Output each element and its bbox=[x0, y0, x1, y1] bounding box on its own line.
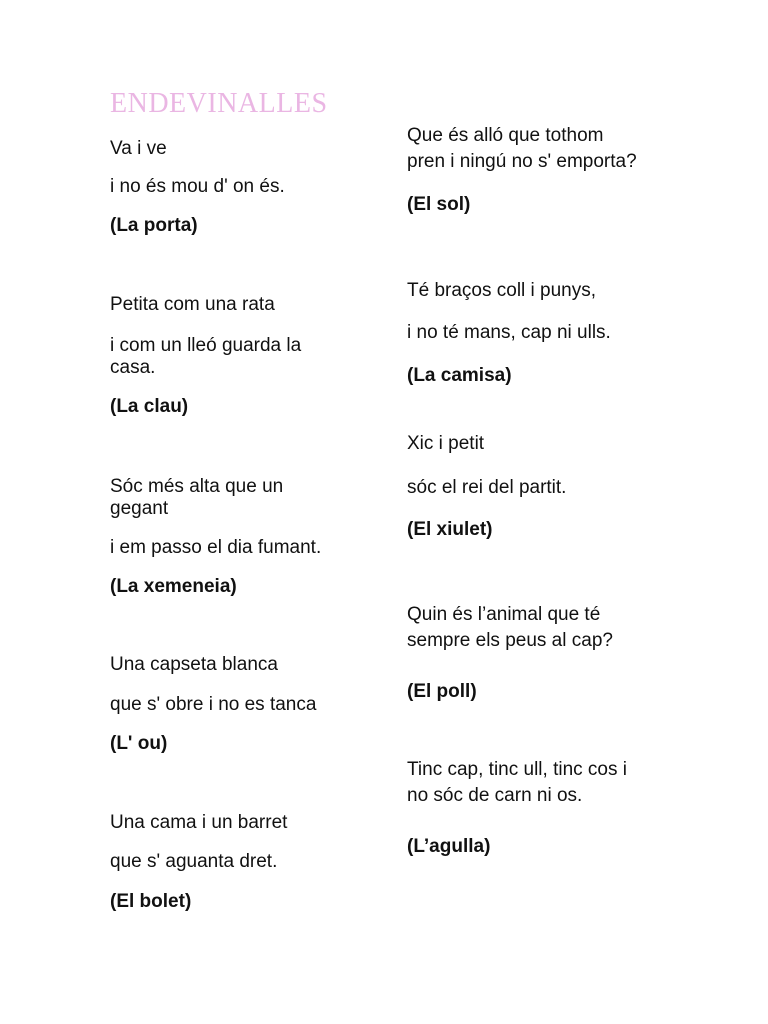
riddle-line: Quin és l’animal que té bbox=[407, 604, 601, 625]
riddle-line: Sóc més alta que un gegant bbox=[110, 476, 284, 519]
riddle-answer: (El poll) bbox=[407, 681, 477, 702]
riddle-answer: (La porta) bbox=[110, 215, 198, 236]
riddle-line: sempre els peus al cap? bbox=[407, 630, 613, 651]
riddle-line: i com un lleó guarda la casa. bbox=[110, 335, 302, 378]
riddle-line: que s' obre i no es tanca bbox=[110, 694, 317, 715]
riddle-line: que s' aguanta dret. bbox=[110, 851, 278, 872]
riddle-answer: (La xemeneia) bbox=[110, 576, 237, 597]
riddle-line: Que és alló que tothom bbox=[407, 125, 604, 146]
riddle-answer: (L’agulla) bbox=[407, 836, 491, 857]
riddle-answer: (El sol) bbox=[407, 194, 471, 215]
riddle-line: Una cama i un barret bbox=[110, 812, 288, 833]
riddle-line: Una capseta blanca bbox=[110, 654, 278, 675]
riddle-line: i no té mans, cap ni ulls. bbox=[407, 322, 611, 343]
riddle-line: Petita com una rata bbox=[110, 294, 275, 315]
riddle-answer: (L' ou) bbox=[110, 733, 168, 754]
riddle-answer: (La clau) bbox=[110, 396, 189, 417]
riddle-line: Va i ve bbox=[110, 138, 167, 159]
riddle-line: i no és mou d' on és. bbox=[110, 176, 285, 197]
riddle-line: Tinc cap, tinc ull, tinc cos i bbox=[407, 759, 627, 780]
riddle-line: i em passo el dia fumant. bbox=[110, 537, 322, 558]
riddle-answer: (El xiulet) bbox=[407, 519, 493, 540]
riddle-line: no sóc de carn ni os. bbox=[407, 785, 583, 806]
riddle-line: Xic i petit bbox=[407, 433, 485, 454]
riddle-answer: (El bolet) bbox=[110, 891, 192, 912]
riddle-line: sóc el rei del partit. bbox=[407, 477, 567, 498]
riddle-answer: (La camisa) bbox=[407, 365, 512, 386]
riddle-line: pren i ningú no s' emporta? bbox=[407, 151, 637, 172]
page-title: ENDEVINALLES bbox=[110, 88, 328, 119]
riddle-line: Té braços coll i punys, bbox=[407, 280, 597, 301]
